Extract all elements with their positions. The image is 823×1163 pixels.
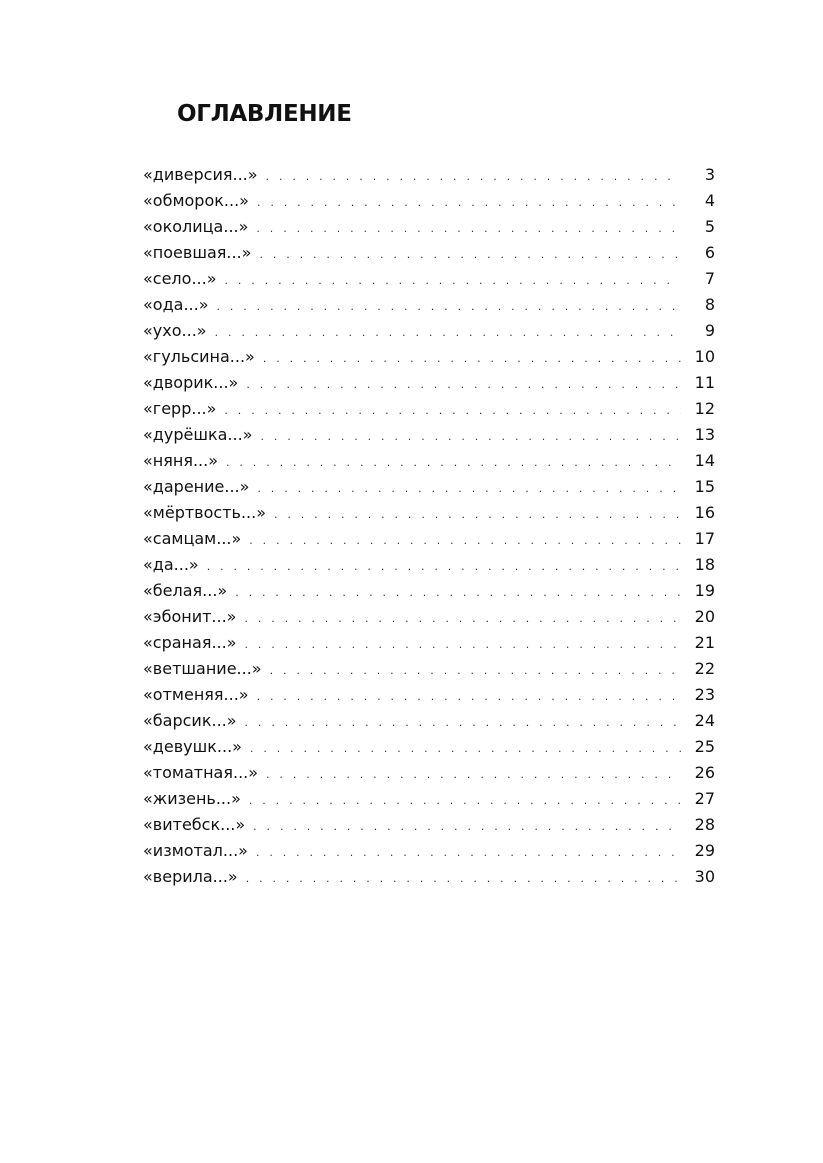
toc-entry-page-number: 24	[694, 711, 715, 730]
dot-leader	[257, 684, 681, 710]
toc-entry-title: «верила...»	[143, 867, 238, 886]
toc-entry-title: «витебск...»	[143, 815, 246, 834]
toc-entry-title: «ветшание...»	[143, 659, 262, 678]
toc-entry-title: «герр...»	[143, 399, 217, 418]
dot-leader	[245, 710, 681, 736]
toc-entry-page-number: 11	[694, 373, 715, 392]
dot-leader	[225, 268, 682, 294]
toc-entry-page-number: 26	[694, 763, 715, 782]
toc-entry-page-number: 13	[694, 425, 715, 444]
dot-leader	[257, 190, 681, 216]
toc-entry-title: «томатная...»	[143, 763, 259, 782]
toc-entry-page-number: 23	[694, 685, 715, 704]
toc-entry[interactable]	[143, 240, 715, 266]
toc-entry-title: «околица...»	[143, 217, 249, 236]
dot-leader	[266, 164, 681, 190]
toc-entry[interactable]	[143, 708, 715, 734]
toc-entry-page-number: 21	[694, 633, 715, 652]
toc-entry[interactable]	[143, 318, 715, 344]
toc-entry-title: «да...»	[143, 555, 199, 574]
toc-entry-page-number: 10	[694, 347, 715, 366]
toc-entry[interactable]	[143, 630, 715, 656]
toc-entry-title: «эбонит...»	[143, 607, 237, 626]
toc-entry-title: «поевшая...»	[143, 243, 252, 262]
toc-entry[interactable]	[143, 526, 715, 552]
toc-entry-title: «дарение...»	[143, 477, 250, 496]
toc-entry-title: «самцам...»	[143, 529, 242, 548]
toc-entry[interactable]	[143, 344, 715, 370]
toc-entry-page-number: 28	[694, 815, 715, 834]
dot-leader	[244, 632, 681, 658]
toc-entry-page-number: 12	[694, 399, 715, 418]
toc-entry[interactable]	[143, 604, 715, 630]
dot-leader	[249, 788, 681, 814]
toc-entry-page-number: 7	[704, 269, 715, 288]
toc-entry-page-number: 19	[694, 581, 715, 600]
toc-entry-page-number: 22	[694, 659, 715, 678]
toc-entry[interactable]	[143, 370, 715, 396]
dot-leader	[253, 814, 681, 840]
toc-entry[interactable]	[143, 162, 715, 188]
toc-entry-title: «измотал...»	[143, 841, 248, 860]
toc-heading: ОГЛАВЛЕНИЕ	[177, 101, 352, 127]
toc-entry-title: «гульсина...»	[143, 347, 255, 366]
dot-leader	[263, 346, 681, 372]
toc-entry-page-number: 3	[704, 165, 715, 184]
toc-entry-title: «жизень...»	[143, 789, 241, 808]
toc-entry-page-number: 15	[694, 477, 715, 496]
toc-entry-title: «дворик...»	[143, 373, 239, 392]
toc-entry[interactable]	[143, 188, 715, 214]
toc-entry-page-number: 27	[694, 789, 715, 808]
dot-leader	[250, 736, 681, 762]
toc-entry-page-number: 14	[694, 451, 715, 470]
toc-entry-title: «сраная...»	[143, 633, 237, 652]
toc-entry[interactable]	[143, 422, 715, 448]
dot-leader	[235, 580, 681, 606]
toc-entry[interactable]	[143, 474, 715, 500]
toc-entry[interactable]	[143, 292, 715, 318]
toc-entry[interactable]	[143, 786, 715, 812]
toc-entry-page-number: 4	[704, 191, 715, 210]
toc-entry-page-number: 18	[694, 555, 715, 574]
dot-leader	[274, 502, 681, 528]
dot-leader	[249, 528, 681, 554]
toc-entry-page-number: 30	[694, 867, 715, 886]
toc-entry-page-number: 20	[694, 607, 715, 626]
toc-entry-title: «ода...»	[143, 295, 209, 314]
toc-entry[interactable]	[143, 578, 715, 604]
dot-leader	[260, 424, 681, 450]
dot-leader	[246, 372, 681, 398]
toc-entry-title: «ухо...»	[143, 321, 207, 340]
toc-entry[interactable]	[143, 448, 715, 474]
toc-entry-title: «мёртвость...»	[143, 503, 266, 522]
toc-entry[interactable]	[143, 760, 715, 786]
dot-leader	[217, 294, 682, 320]
dot-leader	[224, 398, 681, 424]
toc-entry[interactable]	[143, 812, 715, 838]
dot-leader	[244, 606, 681, 632]
dot-leader	[270, 658, 681, 684]
toc-entry-page-number: 8	[704, 295, 715, 314]
toc-entry-title: «барсик...»	[143, 711, 237, 730]
dot-leader	[207, 554, 681, 580]
toc-entry[interactable]	[143, 396, 715, 422]
table-of-contents	[143, 162, 715, 890]
toc-entry[interactable]	[143, 864, 715, 890]
toc-entry[interactable]	[143, 552, 715, 578]
toc-entry-title: «белая...»	[143, 581, 228, 600]
toc-entry-page-number: 5	[704, 217, 715, 236]
toc-entry[interactable]	[143, 656, 715, 682]
dot-leader	[226, 450, 681, 476]
toc-entry-title: «девушк...»	[143, 737, 242, 756]
dot-leader	[257, 476, 681, 502]
dot-leader	[259, 242, 681, 268]
toc-entry-page-number: 17	[694, 529, 715, 548]
toc-entry-title: «село...»	[143, 269, 217, 288]
toc-entry[interactable]	[143, 266, 715, 292]
dot-leader	[246, 866, 681, 892]
toc-entry-title: «обморок...»	[143, 191, 249, 210]
dot-leader	[256, 216, 681, 242]
toc-entry[interactable]	[143, 838, 715, 864]
toc-entry[interactable]	[143, 682, 715, 708]
toc-entry[interactable]	[143, 500, 715, 526]
toc-entry-title: «няня...»	[143, 451, 219, 470]
dot-leader	[266, 762, 681, 788]
toc-entry-title: «дурёшка...»	[143, 425, 253, 444]
dot-leader	[256, 840, 681, 866]
toc-entry-page-number: 9	[704, 321, 715, 340]
dot-leader	[215, 320, 681, 346]
toc-entry-title: «диверсия...»	[143, 165, 258, 184]
toc-entry-page-number: 29	[694, 841, 715, 860]
toc-entry-title: «отменяя...»	[143, 685, 249, 704]
toc-entry[interactable]	[143, 214, 715, 240]
toc-entry[interactable]	[143, 734, 715, 760]
toc-entry-page-number: 16	[694, 503, 715, 522]
toc-entry-page-number: 25	[694, 737, 715, 756]
toc-entry-page-number: 6	[704, 243, 715, 262]
